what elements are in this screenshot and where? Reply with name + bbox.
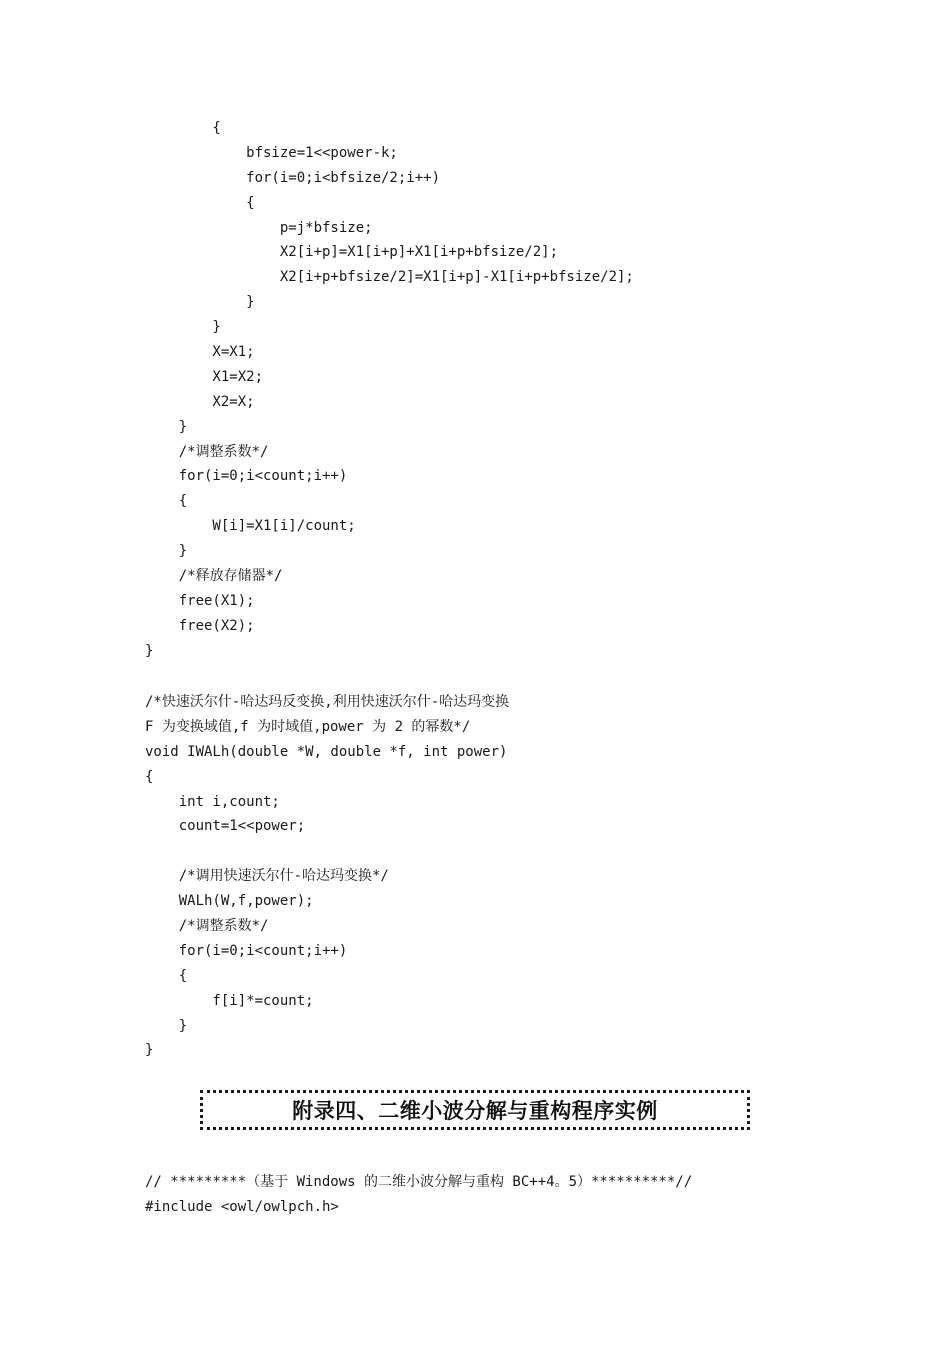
code-line: } [145,1017,188,1034]
code-line: { [145,194,255,211]
code-line: free(X1); [145,592,255,609]
code-line: } [145,1042,154,1059]
code-comment-line: /*快速沃尔什-哈达玛反变换,利用快速沃尔什-哈达玛变换 [145,694,510,710]
code-comment-line: /*调整系数*/ [145,918,269,935]
code-line: X2[i+p]=X1[i+p]+X1[i+p+bfsize/2]; [145,244,559,261]
code-line: W[i]=X1[i]/count; [145,518,356,535]
code-line: } [145,294,255,311]
code-line: int i,count; [145,793,280,810]
code-comment-line: /*调用快速沃尔什-哈达玛变换*/ [145,868,389,885]
code-line: X2[i+p+bfsize/2]=X1[i+p]-X1[i+p+bfsize/2]; [145,269,634,286]
appendix-heading-box [200,1090,750,1130]
code-line: { [145,493,188,510]
code-line: count=1<<power; [145,818,306,835]
code-block-iwalh-function [145,690,509,1063]
code-line: for(i=0;i<count;i++) [145,468,348,485]
include-directive: #include <owl/owlpch.h> [145,1198,339,1215]
code-line: X2=X; [145,393,255,410]
code-line: f[i]*=count; [145,992,314,1009]
code-block-walsh-end [145,116,634,664]
code-line: } [145,642,154,659]
code-line: free(X2); [145,617,255,634]
code-line: bfsize=1<<power-k; [145,144,398,161]
code-line: } [145,543,188,560]
appendix-title: 附录四、二维小波分解与重构程序实例 [292,1099,658,1123]
code-line: { [145,120,221,136]
code-comment-line: /*释放存储器*/ [145,568,283,585]
code-block-appendix-start [145,1170,692,1220]
code-comment-line: /*调整系数*/ [145,443,269,460]
code-line: { [145,768,154,785]
code-line: } [145,319,221,336]
code-line: for(i=0;i<count;i++) [145,942,348,959]
code-comment-line: // *********（基于 Windows 的二维小波分解与重构 BC++4。5）**********// [145,1174,693,1190]
code-line: WALh(W,f,power); [145,893,314,910]
code-comment-line: F 为变换域值,f 为时域值,power 为 2 的幂数*/ [145,718,471,735]
function-signature: void IWALh(double *W, double *f, int power) [145,743,508,760]
code-line [145,839,509,864]
code-line: } [145,418,188,435]
code-line: p=j*bfsize; [145,219,373,236]
code-line: X=X1; [145,344,255,361]
code-line: { [145,967,188,984]
code-line: for(i=0;i<bfsize/2;i++) [145,169,441,186]
code-line: X1=X2; [145,368,264,385]
